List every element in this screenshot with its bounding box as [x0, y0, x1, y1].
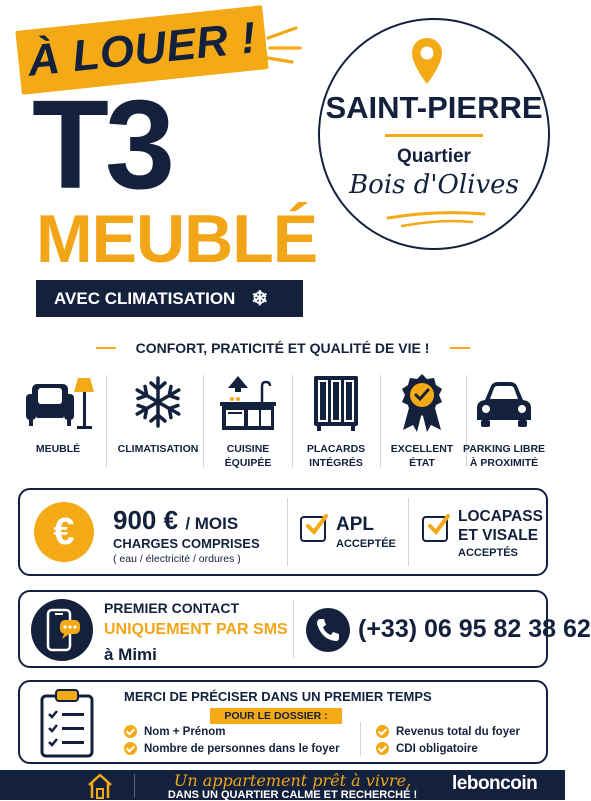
tagline: CONFORT, PRATICITÉ ET QUALITÉ DE VIE !: [135, 340, 430, 356]
locapass-title: [458, 508, 543, 545]
clipboard-checklist-icon: [38, 688, 96, 758]
contact-name: à Mimi: [104, 645, 157, 664]
a-louer-text: À LOUER !: [25, 13, 259, 86]
phone-number[interactable]: (+33) 06 95 82 38 62: [358, 615, 591, 643]
dossier-item: [124, 742, 340, 755]
district-name: Bois d'Olives: [349, 170, 519, 200]
tagline-dash-right: [450, 347, 470, 349]
dossier-item: [376, 742, 478, 755]
footer-slogan: Un appartement prêt à vivre,: [173, 771, 412, 790]
dossier-item-label: Revenus total du foyer: [396, 725, 520, 738]
wardrobe-icon: [311, 372, 361, 434]
check-dot-icon: [124, 725, 137, 738]
apl-status: ACCEPTÉE: [336, 538, 396, 550]
dossier-item: [124, 725, 225, 738]
rent-price: [113, 505, 238, 536]
furnished-title: MEUBLÉ: [36, 201, 318, 277]
dossier-item: [376, 725, 520, 738]
armchair-lamp-icon: [20, 372, 96, 434]
rent-amount: 900 €: [113, 505, 179, 535]
apl-title: APL: [336, 514, 374, 535]
check-dot-icon: [376, 742, 389, 755]
climate-badge-text: AVEC CLIMATISATION: [54, 288, 236, 308]
contact-line2: UNIQUEMENT PAR SMS: [104, 621, 288, 638]
feature-label: MEUBLÉ: [35, 443, 81, 455]
locapass-title-line2: ET VISALE: [458, 526, 539, 544]
locapass-title-line1: LOCAPASS: [458, 508, 543, 525]
euro-symbol: €: [53, 510, 75, 553]
city-underline: [385, 134, 483, 137]
dossier-item-label: Nombre de personnes dans le foyer: [144, 742, 340, 755]
feature-furnished: [12, 370, 104, 476]
climate-badge: [36, 280, 303, 317]
footer-divider: [134, 774, 135, 798]
kitchen-icon: [218, 372, 278, 434]
locapass-status: ACCEPTÉS: [458, 547, 518, 559]
burst-lines-icon: [262, 18, 306, 64]
dossier-divider: [360, 722, 361, 756]
smartphone-sms-icon: [30, 598, 94, 662]
footer-subtitle: DANS UN QUARTIER CALME ET RECHERCHÉ !: [167, 789, 418, 801]
award-badge-icon: [395, 372, 449, 434]
check-dot-icon: [124, 742, 137, 755]
map-pin-icon: [410, 36, 444, 86]
feature-label: CLIMATISATION: [117, 443, 199, 455]
apartment-type: T3: [32, 74, 172, 215]
dossier-intro: MERCI DE PRÉCISER DANS UN PREMIER TEMPS: [124, 689, 432, 704]
car-icon: [473, 372, 535, 434]
feature-label: EXCELLENT ÉTAT: [390, 443, 454, 470]
check-dot-icon: [376, 725, 389, 738]
dossier-pill: POUR LE DOSSIER :: [210, 708, 342, 724]
snowflake-small-icon: ❄: [251, 288, 269, 310]
district-label: Quartier: [397, 146, 471, 167]
price-divider: [287, 498, 288, 566]
feature-label: PLACARDS INTÉGRÉS: [306, 443, 366, 470]
feature-kitchen: [202, 370, 294, 476]
feature-parking: [458, 370, 550, 476]
house-icon: [86, 772, 114, 798]
snowflake-icon: [128, 372, 188, 432]
charges-detail: ( eau / électricité / ordures ): [113, 553, 241, 565]
charges-included: CHARGES COMPRISES: [113, 536, 260, 551]
contact-line1: PREMIER CONTACT: [104, 600, 240, 616]
feature-air-conditioning: [112, 370, 204, 476]
phone-icon: [306, 608, 350, 652]
city-name: SAINT-PIERRE: [325, 90, 543, 125]
leboncoin-logo: leboncoin: [452, 773, 538, 794]
price-divider: [408, 498, 409, 566]
feature-label: PARKING LIBRE À PROXIMITÉ: [462, 443, 546, 470]
dossier-item-label: CDI obligatoire: [396, 742, 478, 755]
feature-label: CUISINE ÉQUIPÉE: [224, 443, 272, 470]
swoosh-underline-icon: [384, 206, 488, 232]
feature-divider: [106, 375, 107, 467]
locapass-checkbox-icon: [422, 516, 448, 542]
contact-divider: [293, 600, 294, 658]
euro-icon: [34, 502, 94, 562]
feature-closets: [290, 370, 382, 476]
apl-checkbox-icon: [300, 516, 326, 542]
dossier-item-label: Nom + Prénom: [144, 725, 226, 738]
feature-excellent-condition: [376, 370, 468, 476]
rent-period: / MOIS: [185, 514, 239, 533]
